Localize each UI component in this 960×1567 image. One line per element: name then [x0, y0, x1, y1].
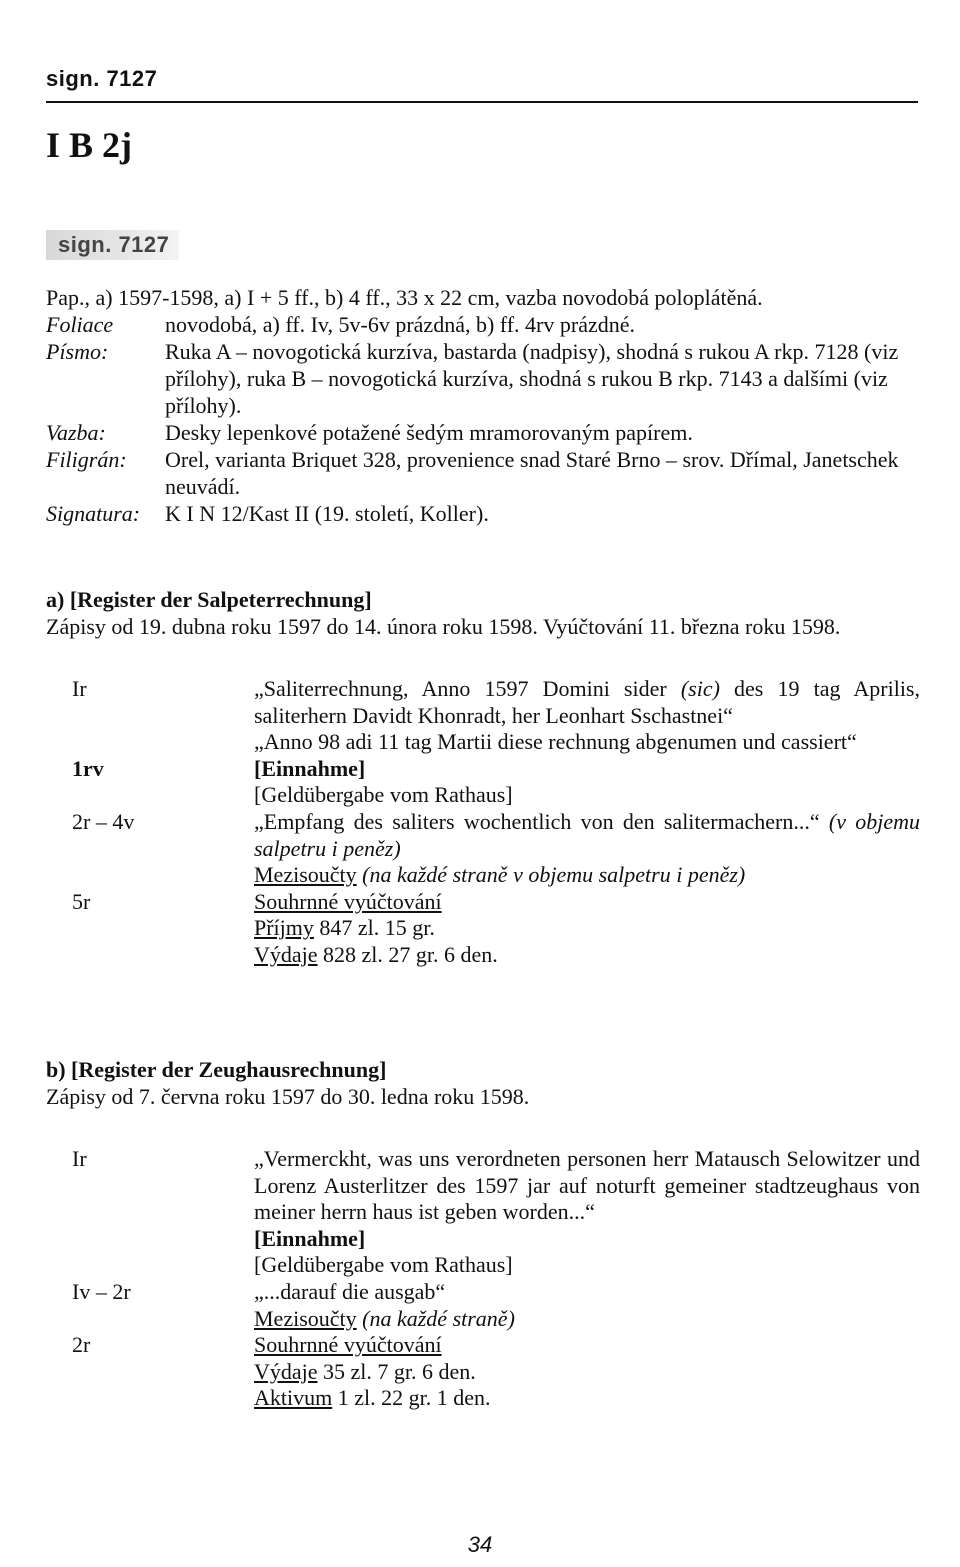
entry	[72, 1332, 920, 1412]
entry-line: „Empfang des saliters wochentlich von den salitermachern...“	[254, 808, 829, 834]
section-b-dates: Zápisy od 7. června roku 1597 do 30. ledna roku 1598.	[46, 1084, 530, 1109]
underlined-term: Příjmy	[254, 915, 314, 941]
page-number: 34	[467, 1532, 493, 1557]
field-label: Filigrán:	[46, 447, 127, 472]
field-label: Písmo:	[46, 339, 109, 364]
running-head: sign. 7127	[46, 66, 158, 91]
underlined-term: Výdaje	[254, 941, 318, 967]
underlined-term: Souhrnné vyúčtování	[254, 1332, 442, 1358]
field-value: Orel, varianta Briquet 328, provenience snad Staré Brno – srov. Dřímal, Janetschek neuvádí.	[165, 447, 899, 499]
entry-line: [Geldübergabe vom Rathaus]	[254, 782, 513, 808]
entry-line: 847 zl. 15 gr.	[313, 915, 435, 941]
section-a-dates: Zápisy od 19. dubna roku 1597 do 14. února roku 1598. Vyúčtování 11. března roku 1598.	[46, 614, 841, 639]
field-label: Foliace	[46, 312, 114, 337]
entry-line: „...darauf die ausgab“	[254, 1278, 446, 1304]
folio: Ir	[72, 676, 87, 701]
entry-heading: [Einnahme]	[254, 1225, 366, 1251]
header-rule	[46, 101, 918, 103]
section-b-entries	[72, 1146, 920, 1412]
section-a-heading: a) [Register der Salpeterrechnung]	[46, 587, 372, 612]
underlined-term: Výdaje	[254, 1358, 318, 1384]
entry	[72, 889, 920, 969]
entry-text	[254, 809, 920, 889]
entry	[72, 1146, 920, 1279]
underlined-term: Aktivum	[254, 1385, 333, 1411]
entry-line: „Saliterrechnung, Anno 1597 Domini sider	[254, 676, 681, 701]
section-title: I B 2j	[46, 125, 133, 165]
underlined-term: Mezisoučty	[254, 862, 357, 888]
section-a-header	[46, 586, 922, 640]
entry-heading: [Einnahme]	[254, 755, 366, 781]
entry	[72, 809, 920, 889]
entry	[72, 756, 920, 809]
section-b-heading: b) [Register der Zeughausrechnung]	[46, 1057, 387, 1082]
editorial-note: (sic)	[680, 676, 720, 701]
entry-line: „Vermerckht, was uns verordneten personen herr Matausch Selowitzer und Lorenz Austerlitzer des 1597 jar auf noturft gemeiner stadtzeughaus von meiner herrn haus ist geben worden...“	[254, 1146, 920, 1225]
entry-line: des 19 tag Aprilis, saliterhern Davidt Khonradt, her Leonhart Sschastnei“	[254, 676, 920, 728]
editorial-note: (na každé straně)	[356, 1305, 515, 1331]
field-label: Signatura:	[46, 501, 141, 526]
field-value: Ruka A – novogotická kurzíva, bastarda (nadpisy), shodná s rukou A rkp. 7128 (viz přílohy), ruka B – novogotická kurzíva, shodná s rukou B rkp. 7143 a dalšími (viz přílohy).	[165, 339, 899, 418]
entry-line: 1 zl. 22 gr. 1 den.	[332, 1385, 491, 1411]
signature-stamp: sign. 7127	[46, 230, 179, 260]
editorial-note: (v objemu salpetru i peněz)	[254, 808, 920, 861]
physical-description: Pap., a) 1597-1598, a) I + 5 ff., b) 4 ff., 33 x 22 cm, vazba novodobá poloplátěná.	[46, 285, 763, 310]
underlined-term: Souhrnné vyúčtování	[254, 888, 442, 914]
entry-line: 35 zl. 7 gr. 6 den.	[317, 1358, 476, 1384]
field-vazba	[46, 419, 922, 446]
entry-text	[254, 1146, 920, 1279]
folio: 2r – 4v	[72, 808, 135, 834]
editorial-note: (na každé straně v objemu salpetru i peněz)	[356, 862, 746, 888]
entry-line: „Anno 98 adi 11 tag Martii diese rechnung abgenumen und cassiert“	[254, 729, 857, 755]
field-value: Desky lepenkové potažené šedým mramorovaným papírem.	[165, 420, 693, 445]
folio: 1rv	[72, 755, 104, 781]
entry-text	[254, 676, 920, 756]
field-foliace	[46, 311, 922, 338]
field-label: Vazba:	[46, 420, 106, 445]
entry-text	[254, 756, 920, 809]
folio: 5r	[72, 888, 91, 914]
section-b-header	[46, 1056, 922, 1110]
field-signatura	[46, 500, 922, 527]
folio: Iv – 2r	[72, 1278, 131, 1304]
folio: Ir	[72, 1146, 87, 1171]
entry-line: [Geldübergabe vom Rathaus]	[254, 1252, 513, 1278]
field-filigran	[46, 446, 922, 500]
entry-text	[254, 1332, 920, 1412]
entry	[72, 676, 920, 756]
description-block	[46, 284, 922, 527]
underlined-term: Mezisoučty	[254, 1305, 357, 1331]
field-pismo	[46, 338, 922, 419]
entry-line: 828 zl. 27 gr. 6 den.	[317, 941, 498, 967]
entry-text	[254, 1279, 920, 1332]
field-value: novodobá, a) ff. Iv, 5v-6v prázdná, b) ff. 4rv prázdné.	[165, 312, 635, 337]
field-value: K I N 12/Kast II (19. století, Koller).	[165, 501, 489, 526]
folio: 2r	[72, 1332, 91, 1358]
entry-text	[254, 889, 920, 969]
entry	[72, 1279, 920, 1332]
section-a-entries	[72, 676, 920, 969]
